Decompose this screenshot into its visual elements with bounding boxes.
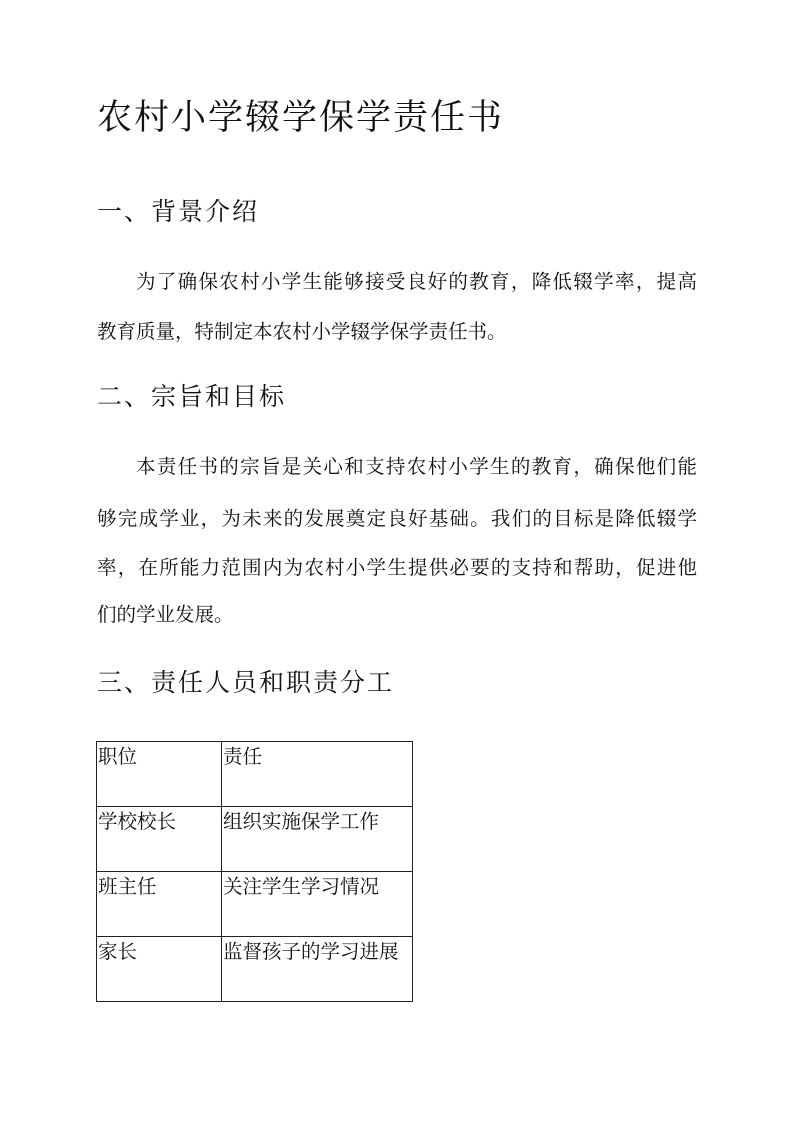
table-cell: 监督孩子的学习进展 — [222, 937, 413, 1002]
paragraph-line: 本责任书的宗旨是关心和支持农村小学生的教育，确保他们能 — [136, 455, 697, 478]
paragraph-line: 教育质量，特制定本农村小学辍学保学责任书。 — [97, 320, 507, 343]
table-row — [97, 872, 413, 937]
table-cell: 组织实施保学工作 — [222, 807, 413, 872]
section-heading-background: 一、背景介绍 — [97, 197, 260, 226]
table-header-cell: 职位 — [97, 742, 222, 807]
document-title: 农村小学辍学保学责任书 — [97, 98, 505, 138]
responsibility-table — [96, 741, 413, 1002]
paragraph-line: 们的学业发展。 — [97, 603, 234, 626]
table-cell: 班主任 — [97, 872, 222, 937]
paragraph-line: 够完成学业，为未来的发展奠定良好基础。我们的目标是降低辍学 — [97, 507, 697, 530]
table-cell: 学校校长 — [97, 807, 222, 872]
table-row — [97, 807, 413, 872]
table-cell: 家长 — [97, 937, 222, 1002]
section-heading-purpose-goals: 二、宗旨和目标 — [97, 382, 287, 411]
paragraph-line: 为了确保农村小学生能够接受良好的教育，降低辍学率，提高 — [136, 270, 697, 293]
paragraph-line: 率，在所能力范围内为农村小学生提供必要的支持和帮助，促进他 — [97, 556, 697, 579]
table-row — [97, 937, 413, 1002]
table-header-cell: 责任 — [222, 742, 413, 807]
table-cell: 关注学生学习情况 — [222, 872, 413, 937]
table-header-row — [97, 742, 413, 807]
section-heading-responsibilities: 三、责任人员和职责分工 — [97, 668, 395, 697]
